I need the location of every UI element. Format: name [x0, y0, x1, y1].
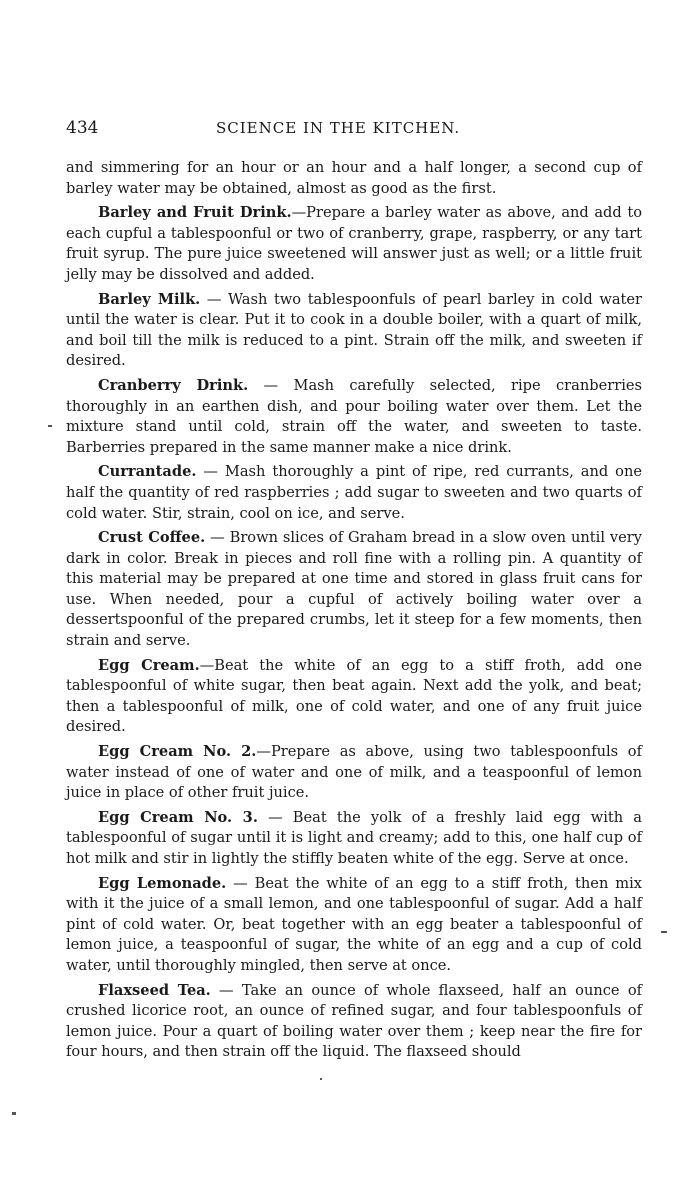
recipe-barley-milk: [66, 290, 642, 372]
scan-speck: [12, 1112, 16, 1115]
running-head: SCIENCE IN THE KITCHEN.: [216, 119, 461, 137]
scan-speck: [48, 425, 52, 427]
recipe-text: — Brown slices of Graham bread in a slow oven until very dark in color. Break in pieces and roll fine with a rolling pin. A quantity of this material may be prepared at one time and stored in glass fruit cans for use. When needed, pour a cupful of actively boiling water over a dessertspoonful of the prepared crumbs, let it steep for a few moments, then strain and serve.: [66, 529, 642, 650]
recipe-term: Egg Lemonade.: [98, 874, 227, 892]
recipe-text: —Prepare a barley water as above, and add to each cupful a tablespoonful or two of cranberry, grape, raspberry, or any tart fruit syrup. The pure juice sweetened will answer just as well; or a little fruit jelly may be dissolved and added.: [66, 204, 642, 283]
recipe-text: — Take an ounce of whole flaxseed, half an ounce of crushed licorice root, an ounce of refined sugar, and four tablespoonfuls of lemon juice. Pour a quart of boiling water over them ; keep near the fire for four hours, and then strain off the liquid. The flaxseed should: [66, 981, 643, 1061]
recipe-term: Barley Milk.: [98, 290, 201, 308]
recipe-term: Crust Coffee.: [98, 529, 206, 547]
recipe-term: Barley and Fruit Drink.: [98, 204, 292, 222]
book-page: [66, 118, 642, 1067]
recipe-term: Egg Cream No. 2.: [98, 743, 257, 761]
recipe-cranberry-drink: [66, 376, 642, 458]
recipe-barley-and-fruit-drink: [66, 203, 642, 285]
recipe-term: Egg Cream.: [98, 656, 200, 674]
recipe-term: Egg Cream No. 3.: [98, 808, 258, 826]
recipe-flaxseed-tea: [66, 981, 642, 1063]
recipe-text: —Beat the white of an egg to a stiff froth, add one tablespoonful of white sugar, then beat again. Next add the yolk, and beat; then a tablespoonful of milk, one of cold water, and one of any fruit juice desired.: [66, 656, 642, 736]
recipe-text: — Mash carefully selected, ripe cranberries thoroughly in an earthen dish, and pour boiling water over them. Let the mixture stand until cold, strain off the water, and sweeten to taste. Barberries prepared in the same manner make a nice drink.: [66, 376, 642, 456]
scan-speck: [661, 931, 667, 933]
recipe-term: Flaxseed Tea.: [98, 981, 211, 999]
recipe-egg-cream-no-2: [66, 742, 642, 804]
recipe-egg-cream-no-3: [66, 808, 642, 870]
recipe-text: —Prepare as above, using two tablespoonfuls of water instead of one of water and one of milk, and a teaspoonful of lemon juice in place of other fruit juice.: [66, 743, 642, 802]
recipe-currantade: [66, 462, 642, 524]
recipe-text: — Mash thoroughly a pint of ripe, red currants, and one half the quantity of red raspberries ; add sugar to sweeten and two quarts of cold water. Stir, strain, cool on ice, and serve.: [66, 463, 642, 522]
recipe-crust-coffee: [66, 528, 642, 652]
recipe-term: Currantade.: [98, 463, 197, 481]
page-body: [66, 158, 642, 1063]
recipe-text: — Beat the yolk of a freshly laid egg with a tablespoonful of sugar until it is light and creamy; add to this, one half cup of hot milk and stir in lightly the stiffly beaten white of the egg. Serve at once.: [66, 808, 642, 867]
recipe-term: Cranberry Drink.: [98, 376, 249, 394]
recipe-egg-lemonade: [66, 874, 642, 977]
continued-paragraph: and simmering for an hour or an hour and a half longer, a second cup of barley water may be obtained, almost as good as the first.: [66, 159, 642, 197]
recipe-text: — Wash two tablespoonfuls of pearl barley in cold water until the water is clear. Put it to cook in a double boiler, with a quart of milk, and boil till the milk is reduced to a pint. Strain off the milk, and sweeten if desired.: [66, 290, 642, 370]
page-header: [66, 118, 642, 158]
recipe-text: — Beat the white of an egg to a stiff froth, then mix with it the juice of a small lemon, and one tablespoonful of sugar. Add a half pint of cold water. Or, beat together with an egg beater a tablespoonful of lemon juice, a teaspoonful of sugar, the white of an egg and a cup of cold water, until thoroughly mingled, then serve at once.: [66, 874, 642, 974]
scan-speck: [320, 1078, 322, 1080]
recipe-egg-cream: [66, 656, 642, 738]
page-number: 434: [66, 118, 99, 138]
